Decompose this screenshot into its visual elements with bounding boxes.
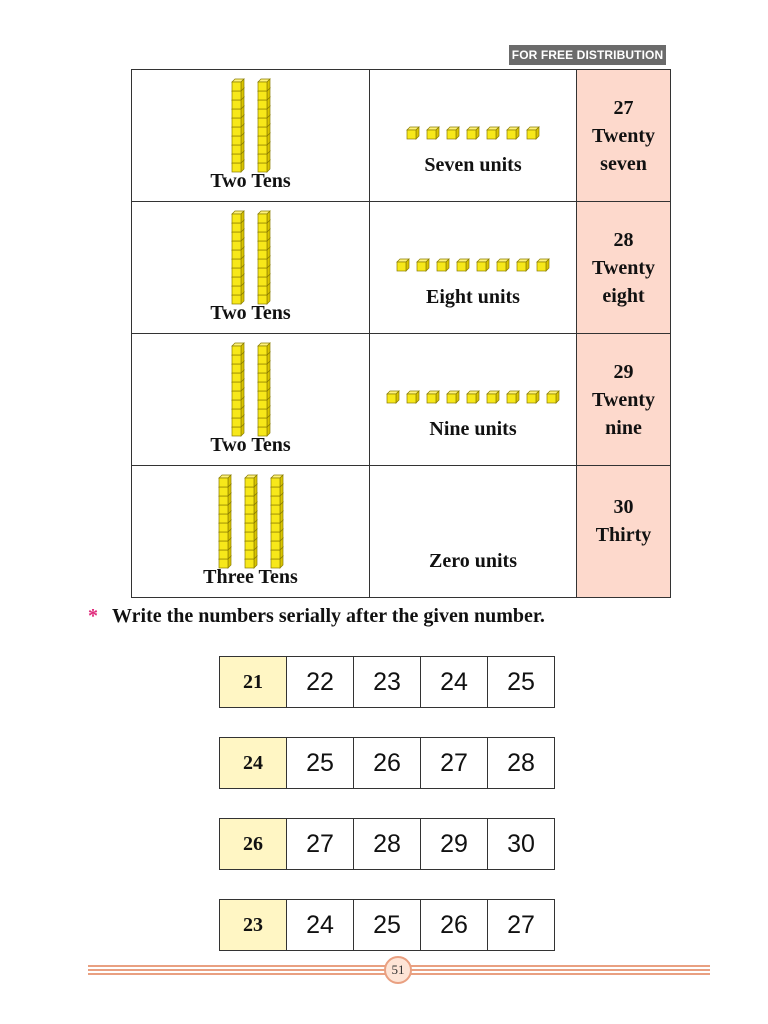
unit-cubes [370,126,576,140]
number-word-line1: Twenty [592,256,655,279]
answer-box[interactable]: 25 [354,900,421,951]
number-cell [577,202,671,334]
units-cell [370,334,577,466]
answer-box[interactable]: 27 [421,738,488,789]
answer-box[interactable]: 26 [354,738,421,789]
tens-rods [132,474,369,569]
number-cell [577,70,671,202]
given-number: 21 [220,657,287,708]
unit-cubes-icon [396,258,550,272]
number-word-line2: nine [605,416,642,439]
unit-cubes [370,390,576,404]
tens-label: Three Tens [203,566,298,588]
unit-cubes-icon [406,126,540,140]
page-number: 51 [384,956,412,984]
tens-label: Two Tens [210,434,291,456]
tens-rods [132,210,369,305]
units-cell [370,202,577,334]
tens-label: Two Tens [210,170,291,192]
unit-cubes-icon [386,390,560,404]
number-words [577,70,670,201]
bullet-star-icon: * [88,605,98,627]
place-value-row [132,202,671,334]
tens-rods [132,78,369,173]
answer-box[interactable]: 27 [488,900,555,951]
number-words [577,466,670,597]
place-value-row [132,466,671,598]
number-words [577,202,670,333]
units-cell [370,70,577,202]
number-word-line1: Twenty [592,388,655,411]
tens-label: Two Tens [210,302,291,324]
given-number: 23 [220,900,287,951]
unit-cubes [370,258,576,272]
units-label: Zero units [429,550,517,572]
answer-box[interactable]: 23 [354,657,421,708]
number-digits: 28 [613,228,634,251]
tens-cell [132,466,370,598]
number-cell [577,334,671,466]
tens-rods-icon [231,78,271,173]
sequence-row [219,899,555,951]
instruction-text: Write the numbers serially after the given number. [112,605,545,627]
answer-box[interactable]: 24 [287,900,354,951]
number-digits: 30 [613,495,634,518]
answer-box[interactable]: 25 [287,738,354,789]
tens-cell [132,202,370,334]
answer-box[interactable]: 24 [421,657,488,708]
answer-box[interactable]: 25 [488,657,555,708]
answer-box[interactable]: 27 [287,819,354,870]
answer-box[interactable]: 29 [421,819,488,870]
tens-rods-icon [231,210,271,305]
tens-rods [132,342,369,437]
units-label: Seven units [424,154,522,176]
tens-rods-icon [231,342,271,437]
sequence-row [219,656,555,708]
number-words [577,334,670,465]
units-label: Eight units [426,286,520,308]
sequence-row [219,818,555,870]
answer-box[interactable]: 30 [488,819,555,870]
place-value-row [132,70,671,202]
number-digits: 29 [613,360,634,383]
answer-box[interactable]: 28 [354,819,421,870]
number-digits: 27 [613,96,634,119]
answer-box[interactable]: 26 [421,900,488,951]
number-word-line2: eight [602,284,645,307]
place-value-row [132,334,671,466]
tens-cell [132,70,370,202]
number-word-line2: seven [600,152,647,175]
given-number: 24 [220,738,287,789]
instruction-line [88,605,545,628]
number-word-line1: Thirty [595,523,652,546]
distribution-badge: FOR FREE DISTRIBUTION [509,45,666,65]
number-cell [577,466,671,598]
given-number: 26 [220,819,287,870]
answer-box[interactable]: 22 [287,657,354,708]
tens-rods-icon [218,474,284,569]
number-word-line1: Twenty [592,124,655,147]
units-cell [370,466,577,598]
sequence-row [219,737,555,789]
tens-cell [132,334,370,466]
answer-box[interactable]: 28 [488,738,555,789]
units-label: Nine units [429,418,517,440]
place-value-table [131,69,671,598]
